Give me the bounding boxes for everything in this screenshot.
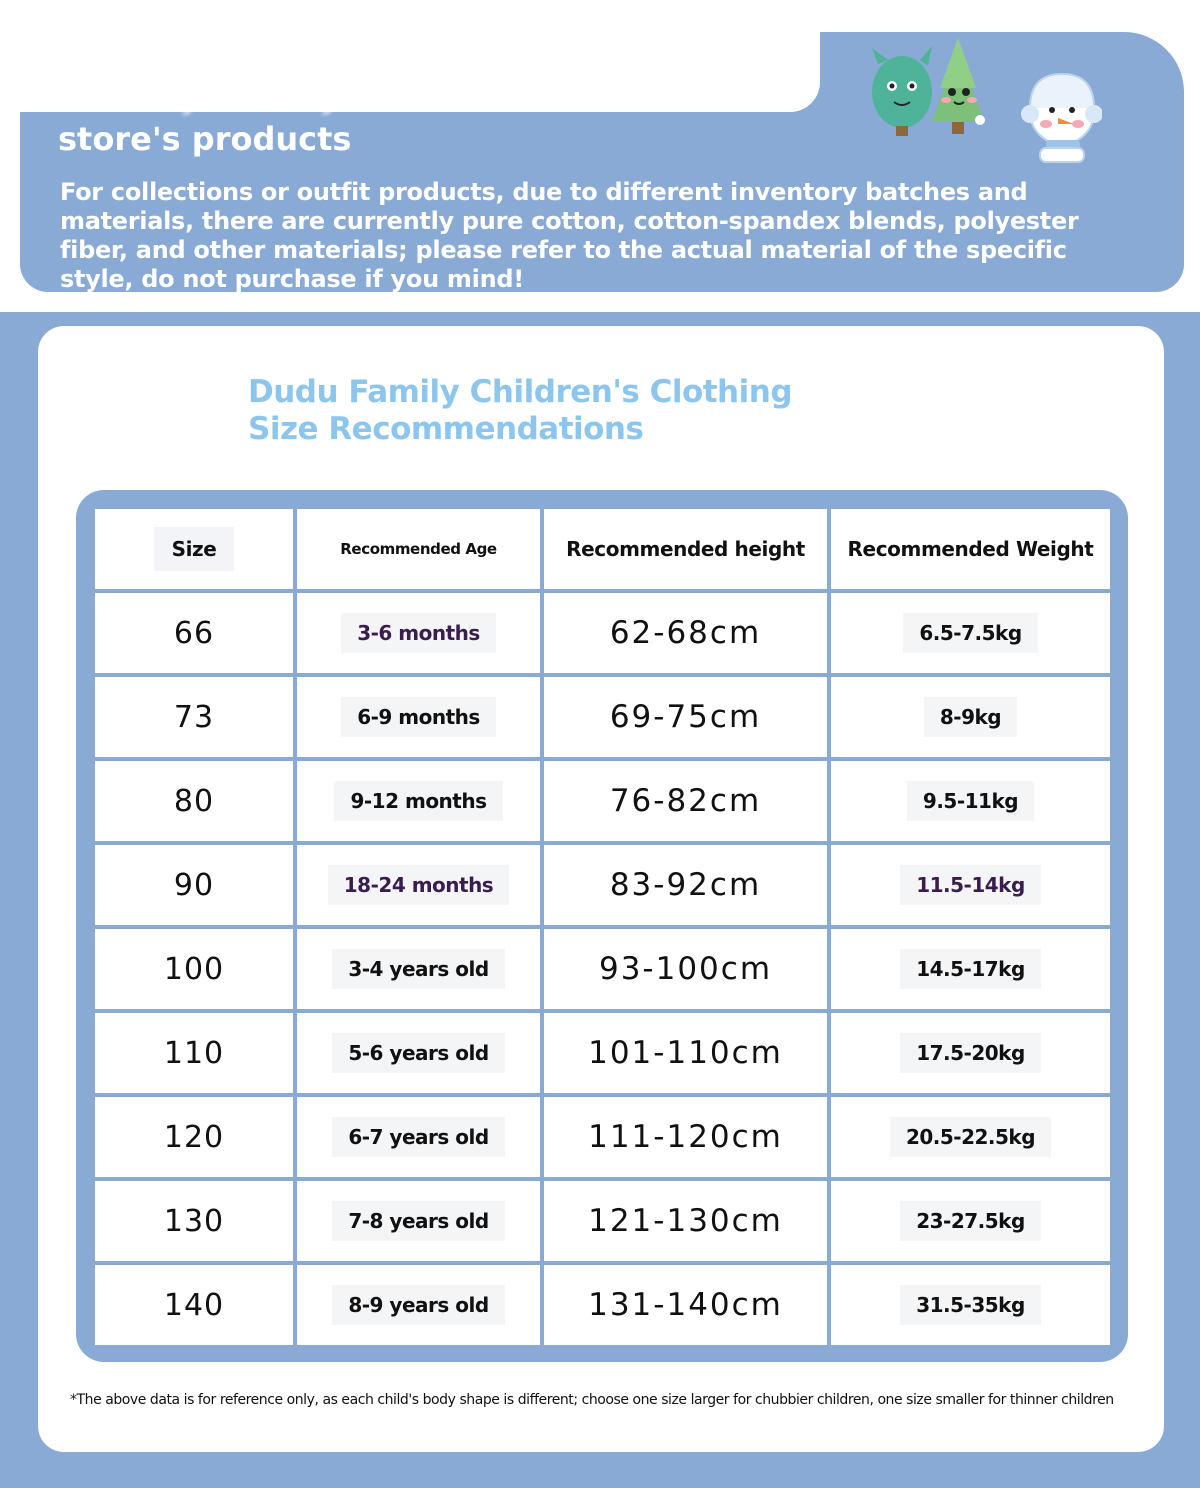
cell-age: [297, 1181, 540, 1261]
banner-heading-text: store's products: [58, 120, 352, 158]
cell-size: 130: [95, 1181, 293, 1261]
cell-weight: [831, 1181, 1110, 1261]
header-weight: Recommended Weight: [831, 509, 1110, 589]
cell-size: 80: [95, 761, 293, 841]
cell-height: 62-68cm: [544, 593, 827, 673]
cell-age: [297, 845, 540, 925]
cell-age-label: 18-24 months: [328, 865, 509, 905]
cell-weight: [831, 929, 1110, 1009]
cell-size: 100: [95, 929, 293, 1009]
cell-age-label: 6-7 years old: [332, 1117, 504, 1157]
cell-height: 131-140cm: [544, 1265, 827, 1345]
cell-height: 76-82cm: [544, 761, 827, 841]
header-height: Recommended height: [544, 509, 827, 589]
cell-age: [297, 1013, 540, 1093]
cell-age-label: 5-6 years old: [332, 1033, 504, 1073]
cell-weight-label: 31.5-35kg: [900, 1285, 1041, 1325]
cell-weight: [831, 677, 1110, 757]
cell-weight: [831, 845, 1110, 925]
cell-height: 93-100cm: [544, 929, 827, 1009]
cell-age-label: 7-8 years old: [332, 1201, 504, 1241]
banner-heading-partial: Thank you for your attention to our: [58, 78, 700, 116]
cell-size: 90: [95, 845, 293, 925]
mascot-illustration: [862, 30, 1102, 170]
cell-age: [297, 677, 540, 757]
banner-heading: [58, 76, 758, 160]
cell-weight-label: 17.5-20kg: [900, 1033, 1041, 1073]
cell-weight-label: 8-9kg: [924, 697, 1017, 737]
cell-age-label: 6-9 months: [341, 697, 496, 737]
cell-size: 110: [95, 1013, 293, 1093]
cell-age-label: 3-4 years old: [332, 949, 504, 989]
cell-age-label: 9-12 months: [334, 781, 502, 821]
snowman-mascot-icon: [1021, 74, 1102, 162]
cell-weight-label: 11.5-14kg: [900, 865, 1041, 905]
cell-size: 120: [95, 1097, 293, 1177]
cell-weight-label: 23-27.5kg: [900, 1201, 1041, 1241]
size-table: [95, 509, 1110, 1343]
cell-weight: [831, 1265, 1110, 1345]
cell-age: [297, 1097, 540, 1177]
cell-height: 69-75cm: [544, 677, 827, 757]
cell-size: 73: [95, 677, 293, 757]
cell-weight-label: 14.5-17kg: [900, 949, 1041, 989]
cell-weight-label: 9.5-11kg: [907, 781, 1034, 821]
cell-weight: [831, 593, 1110, 673]
cell-weight: [831, 1013, 1110, 1093]
cell-weight-label: 20.5-22.5kg: [890, 1117, 1051, 1157]
header-age: Recommended Age: [297, 509, 540, 589]
header-size-label: Size: [154, 527, 235, 571]
disclaimer-footnote: *The above data is for reference only, as each child's body shape is different; choose one size larger for chubbier children, one size smaller for thinner children: [70, 1392, 1114, 1408]
cell-age: [297, 761, 540, 841]
cell-age: [297, 1265, 540, 1345]
cell-age-label: 3-6 months: [341, 613, 496, 653]
cell-age: [297, 929, 540, 1009]
cell-weight-label: 6.5-7.5kg: [903, 613, 1037, 653]
cell-height: 111-120cm: [544, 1097, 827, 1177]
tree-mascot-icon: [932, 38, 985, 134]
cell-age: [297, 593, 540, 673]
cell-height: 121-130cm: [544, 1181, 827, 1261]
monster-mascot-icon: [872, 46, 932, 136]
cell-height: 101-110cm: [544, 1013, 827, 1093]
header-size: [95, 509, 293, 589]
cell-age-label: 8-9 years old: [332, 1285, 504, 1325]
cell-size: 140: [95, 1265, 293, 1345]
cell-size: 66: [95, 593, 293, 673]
material-notice: For collections or outfit products, due to different inventory batches and materials, there are currently pure cotton, cotton-spandex blends, polyester fiber, and other materials; please refer to the actual material of the specific style, do not purchase if you mind!: [60, 178, 1079, 293]
cell-height: 83-92cm: [544, 845, 827, 925]
chart-title: Dudu Family Children's Clothing Size Recommendations: [248, 374, 793, 447]
cell-weight: [831, 761, 1110, 841]
cell-weight: [831, 1097, 1110, 1177]
